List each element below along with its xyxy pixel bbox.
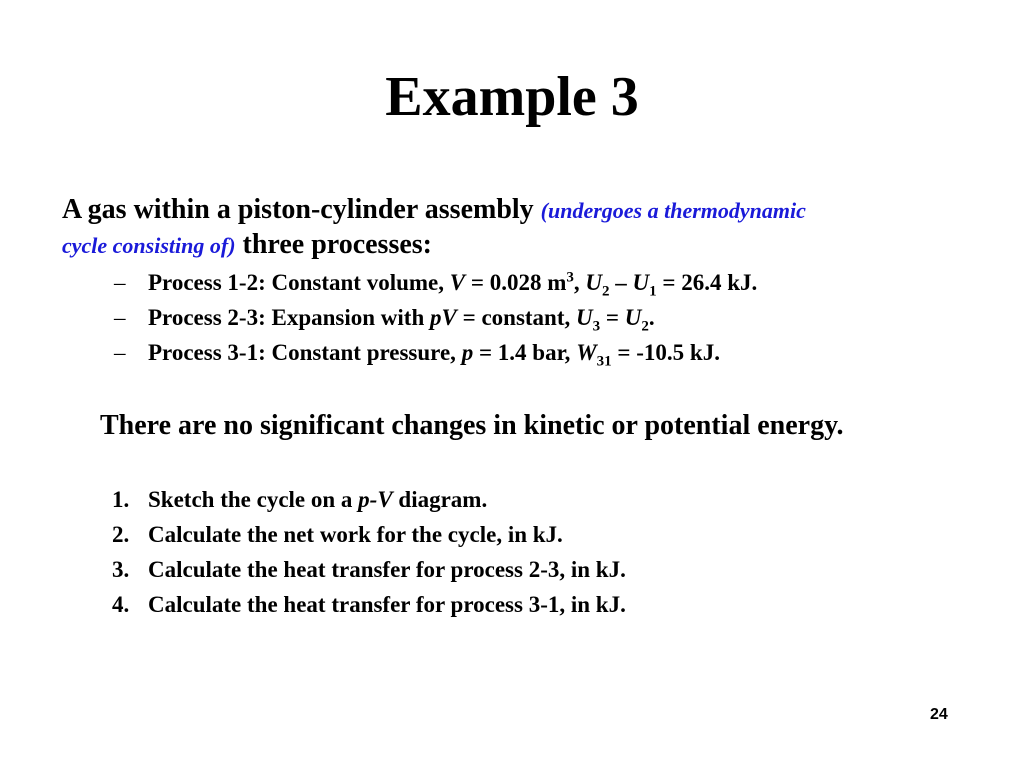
task-text: Calculate the heat transfer for process 2-3, in kJ. (148, 557, 626, 582)
task-text: diagram. (392, 487, 488, 512)
intro-highlight: (undergoes a thermodynamic cycle consisting of) (62, 198, 806, 258)
problem-statement (62, 193, 852, 263)
subscript: 2 (601, 283, 610, 300)
task-number: 4. (112, 592, 130, 617)
eq-text: = 0.028 m (465, 270, 567, 295)
process-list (114, 265, 994, 370)
task-number: 3. (112, 557, 130, 582)
task-text: Sketch the cycle on a (148, 487, 359, 512)
process-label: Process 2-3: Expansion with (148, 305, 430, 330)
subscript: 31 (596, 353, 612, 370)
task-number: 2. (112, 522, 130, 547)
exponent: 3 (566, 269, 574, 286)
page-number: 24 (930, 706, 948, 723)
process-item-1-2 (114, 265, 994, 300)
period: . (648, 305, 655, 330)
minus-sign: – (609, 270, 633, 295)
eq-text: = 26.4 kJ. (656, 270, 758, 295)
var-p: p (461, 340, 474, 365)
eq-text: = (600, 305, 625, 330)
dash-bullet: – (114, 305, 126, 330)
task-text: Calculate the net work for the cycle, in kJ. (148, 522, 563, 547)
eq-text: = 1.4 bar, (473, 340, 577, 365)
task-item-3 (112, 552, 992, 587)
var-pV-diagram: p-V (358, 487, 393, 512)
subscript: 3 (592, 318, 601, 335)
subscript: 1 (649, 283, 657, 300)
task-text: Calculate the heat transfer for process 3-1, in kJ. (148, 592, 626, 617)
var-W: W (576, 340, 597, 365)
task-item-2 (112, 517, 992, 552)
eq-text: = constant, (456, 305, 577, 330)
intro-text-start: A gas within a piston-cylinder assembly (62, 194, 541, 225)
dash-bullet: – (114, 270, 126, 295)
sep: , (573, 270, 586, 295)
var-U: U (632, 270, 650, 295)
intro-text-end: three processes: (235, 229, 432, 260)
task-number: 1. (112, 487, 130, 512)
slide-title: Example 3 (385, 66, 639, 128)
var-U: U (624, 305, 642, 330)
var-V: V (449, 270, 466, 295)
task-item-1 (112, 482, 992, 517)
dash-bullet: – (114, 340, 126, 365)
var-U: U (585, 270, 602, 295)
process-item-2-3 (114, 300, 994, 335)
var-pV: pV (430, 305, 457, 330)
var-U: U (576, 305, 593, 330)
eq-text: = -10.5 kJ. (611, 340, 720, 365)
task-list (112, 482, 992, 622)
process-label: Process 1-2: Constant volume, (148, 270, 450, 295)
subscript: 2 (641, 318, 649, 335)
assumption-note: There are no significant changes in kinetic or potential energy. (100, 410, 844, 441)
process-item-3-1 (114, 335, 994, 370)
process-label: Process 3-1: Constant pressure, (148, 340, 462, 365)
task-item-4 (112, 587, 992, 622)
